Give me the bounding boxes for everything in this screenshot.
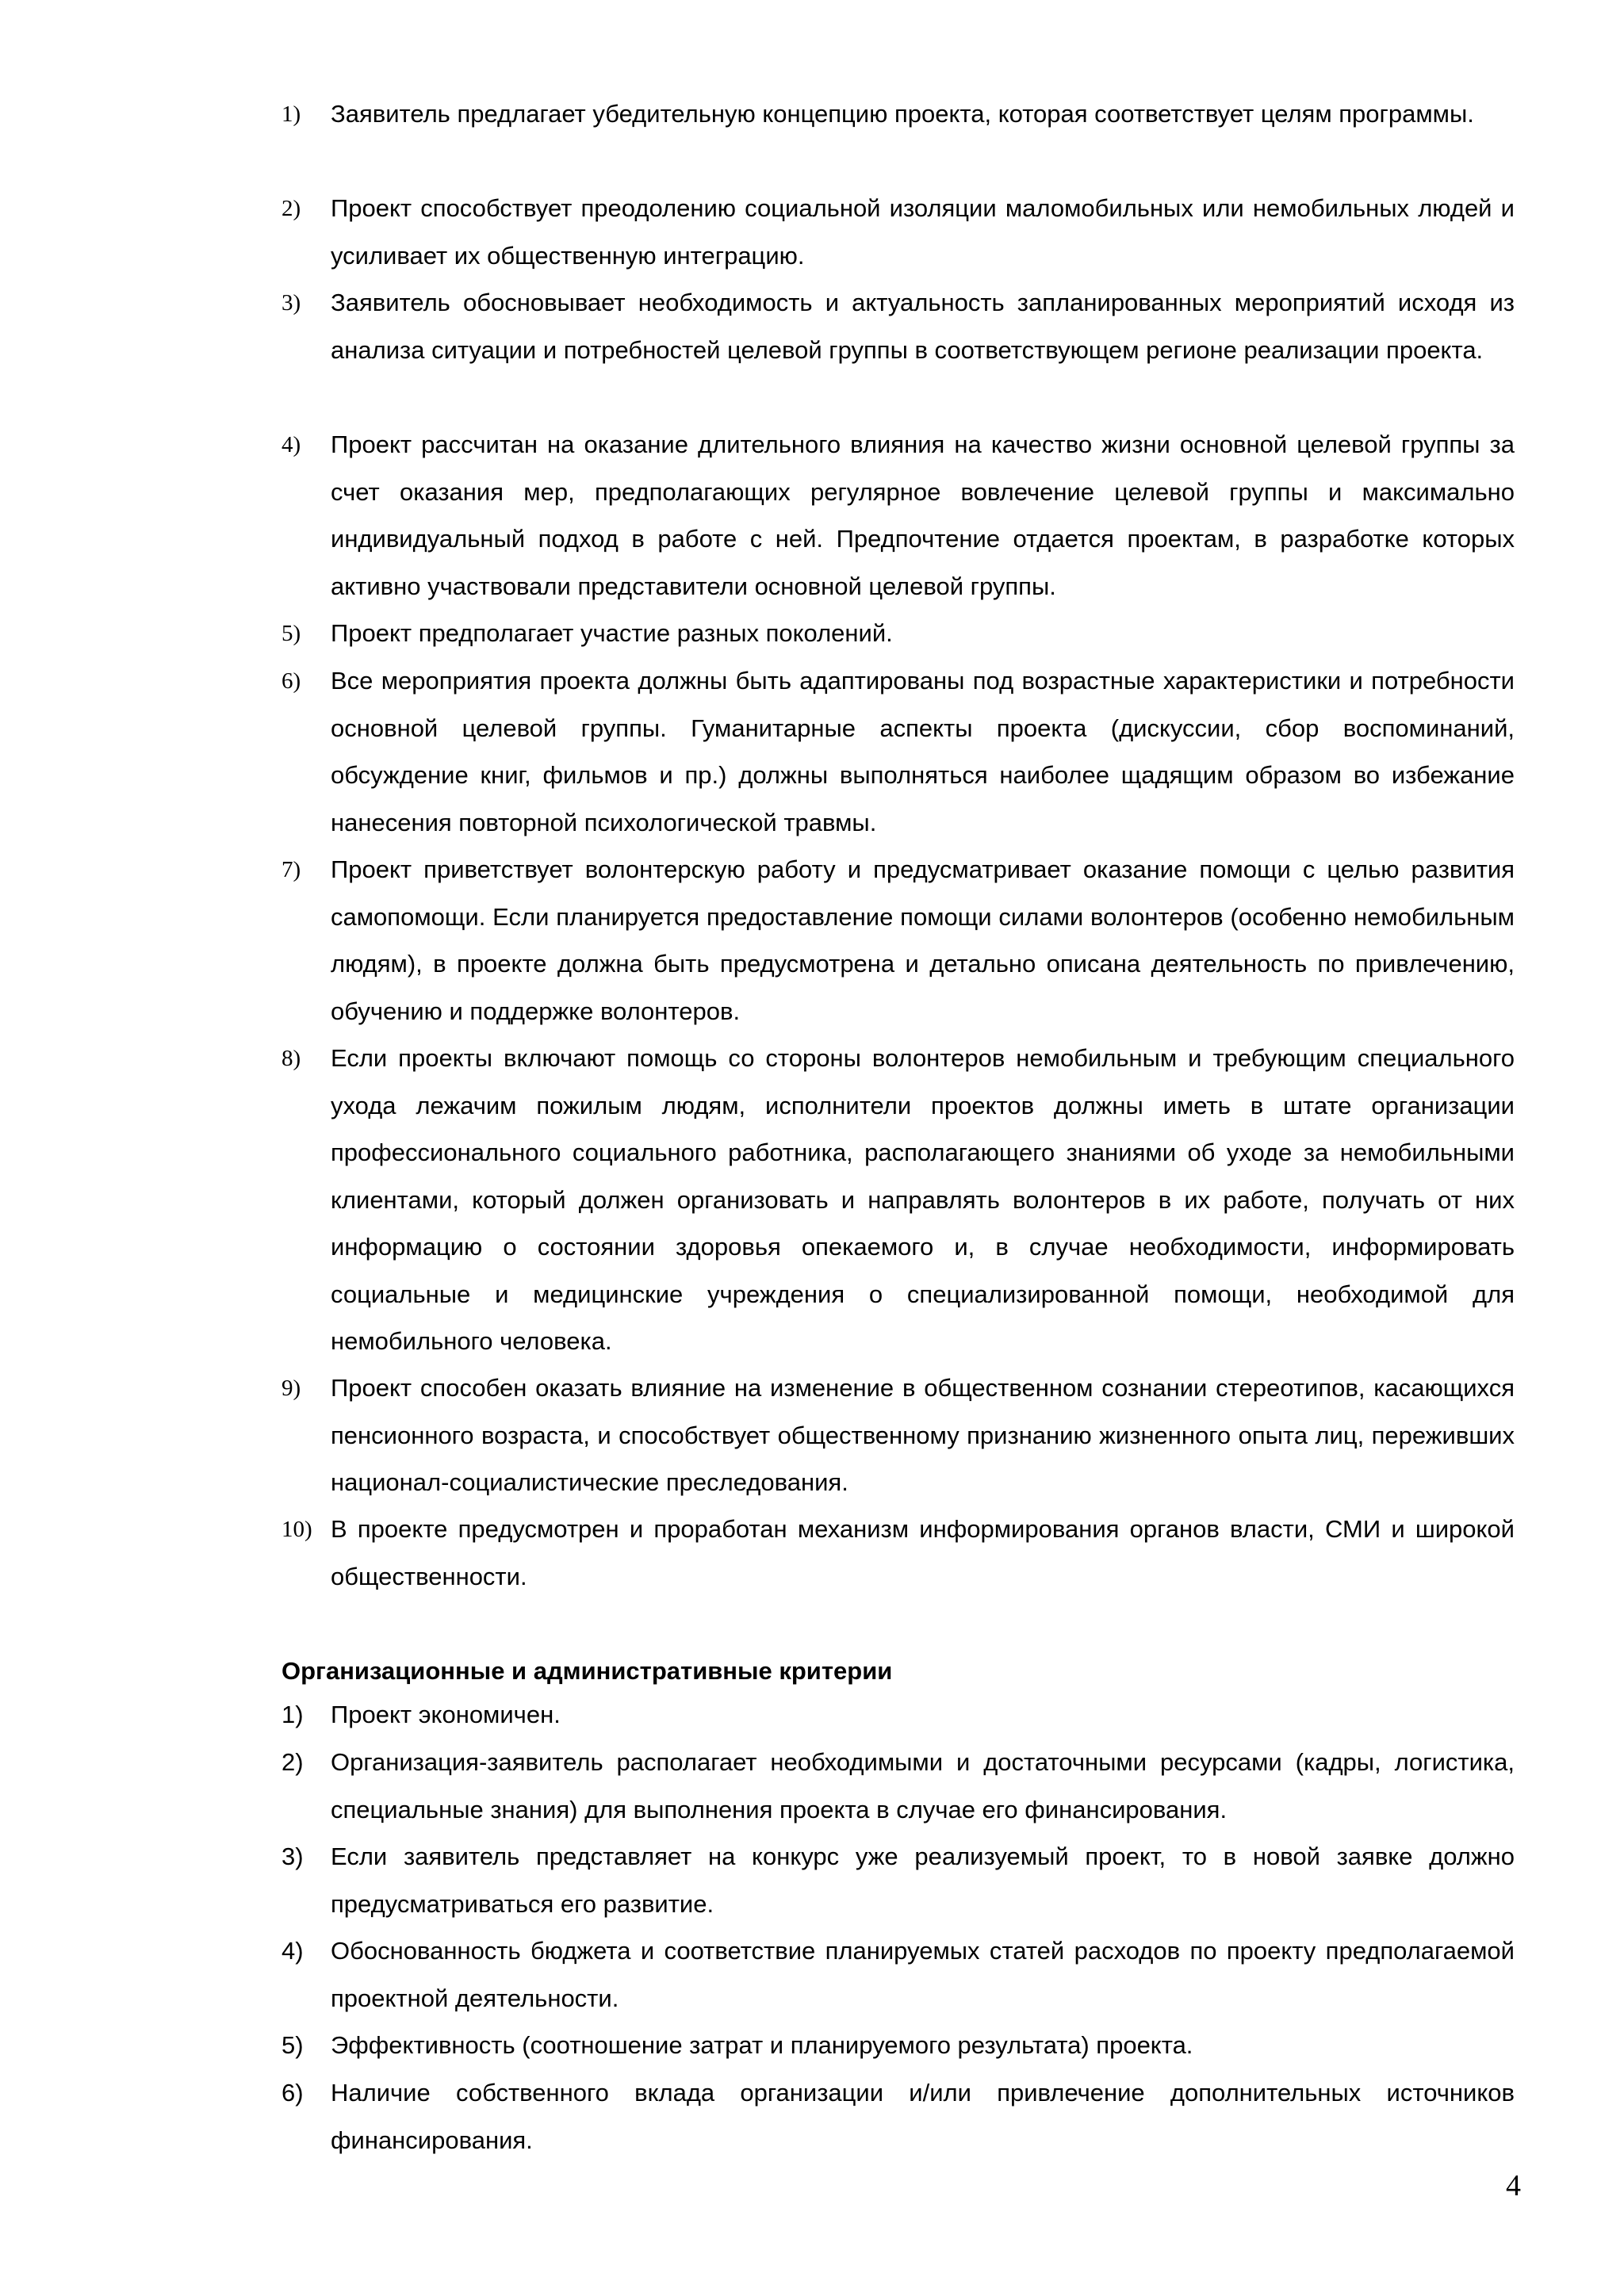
- list-item-text: Проект экономичен.: [331, 1701, 561, 1728]
- section-heading: Организационные и административные критерии: [282, 1657, 893, 1685]
- list-item-text: Заявитель обосновывает необходимость и актуальность запланированных мероприятий исходя из анализа ситуации и потребностей целевой группы в соответствующем регионе реализации проекта.: [331, 289, 1515, 364]
- list-item-text: Проект рассчитан на оказание длительного влияния на качество жизни основной целевой группы за счет оказания мер, предполагающих регулярное вовлечение целевой группы и максимально индивидуальный подход в работе с ней. Предпочтение отдается проектам, в разработке которых активно участвовали представители основной целевой группы.: [331, 430, 1515, 600]
- list-item-number: 5): [282, 621, 301, 646]
- list-item-number: 4): [282, 432, 301, 457]
- list-item-text: Эффективность (соотношение затрат и планируемого результата) проекта.: [331, 2031, 1193, 2059]
- list-item-number: 10): [282, 1517, 312, 1542]
- list-item-number: 5): [282, 2031, 304, 2059]
- list-item-text: Проект предполагает участие разных поколений.: [331, 619, 893, 647]
- list-item-text: Если заявитель представляет на конкурс уже реализуемый проект, то в новой заявке должно предусматриваться его развитие.: [331, 1843, 1515, 1918]
- list-item-text: Проект способствует преодолению социальной изоляции маломобильных или немобильных людей и усиливает их общественную интеграцию.: [331, 194, 1515, 270]
- list-item-text: Проект способен оказать влияние на изменение в общественном сознании стереотипов, касающихся пенсионного возраста, и способствует общественному признанию жизненного опыта лиц, переживших национал-социалистические преследования.: [331, 1374, 1515, 1496]
- list-item-text: Наличие собственного вклада организации и/или привлечение дополнительных источников финансирования.: [331, 2079, 1515, 2154]
- list-item-number: 3): [282, 290, 301, 316]
- list-item-number: 7): [282, 857, 301, 882]
- list-item-text: Заявитель предлагает убедительную концепцию проекта, которая соответствует целям программы.: [331, 100, 1474, 128]
- list-item-number: 6): [282, 2079, 304, 2107]
- list-item-text: В проекте предусмотрен и проработан механизм информирования органов власти, СМИ и широкой общественности.: [331, 1515, 1515, 1590]
- list-item-number: 8): [282, 1046, 301, 1071]
- list-item-text: Если проекты включают помощь со стороны волонтеров немобильным и требующим специального ухода лежачим пожилым людям, исполнители проектов должны иметь в штате организации профессионального социального работника, располагающего знаниями об уходе за немобильными клиентами, который должен организовать и направлять волонтеров в их работе, получать от них информацию о состоянии здоровья опекаемого и, в случае необходимости, информировать социальные и медицинские учреждения о специализированной помощи, необходимой для немобильного человека.: [331, 1044, 1515, 1355]
- list-item-number: 3): [282, 1843, 304, 1870]
- list-item-number: 4): [282, 1937, 304, 1965]
- list-item-text: Все мероприятия проекта должны быть адаптированы под возрастные характеристики и потребности основной целевой группы. Гуманитарные аспекты проекта (дискуссии, сбор воспоминаний, обсуждение книг, фильмов и пр.) должны выполняться наиболее щадящим образом во избежание нанесения повторной психологической травмы.: [331, 667, 1515, 836]
- list-item-text: Организация-заявитель располагает необходимыми и достаточными ресурсами (кадры, логистика, специальные знания) для выполнения проекта в случае его финансирования.: [331, 1748, 1515, 1823]
- list-item-number: 6): [282, 668, 301, 694]
- list-item-number: 2): [282, 196, 301, 221]
- list-item-text: Проект приветствует волонтерскую работу и предусматривает оказание помощи с целью развития самопомощи. Если планируется предоставление помощи силами волонтеров (особенно немобильным людям), в проекте должна быть предусмотрена и детально описана деятельность по привлечению, обучению и поддержке волонтеров.: [331, 855, 1515, 1025]
- list-item-number: 1): [282, 101, 301, 127]
- list-item-text: Обоснованность бюджета и соответствие планируемых статей расходов по проекту предполагаемой проектной деятельности.: [331, 1937, 1515, 2012]
- list-item-number: 2): [282, 1748, 304, 1776]
- page-number: 4: [1506, 2169, 1521, 2202]
- list-item-number: 1): [282, 1701, 304, 1728]
- list-item-number: 9): [282, 1376, 301, 1401]
